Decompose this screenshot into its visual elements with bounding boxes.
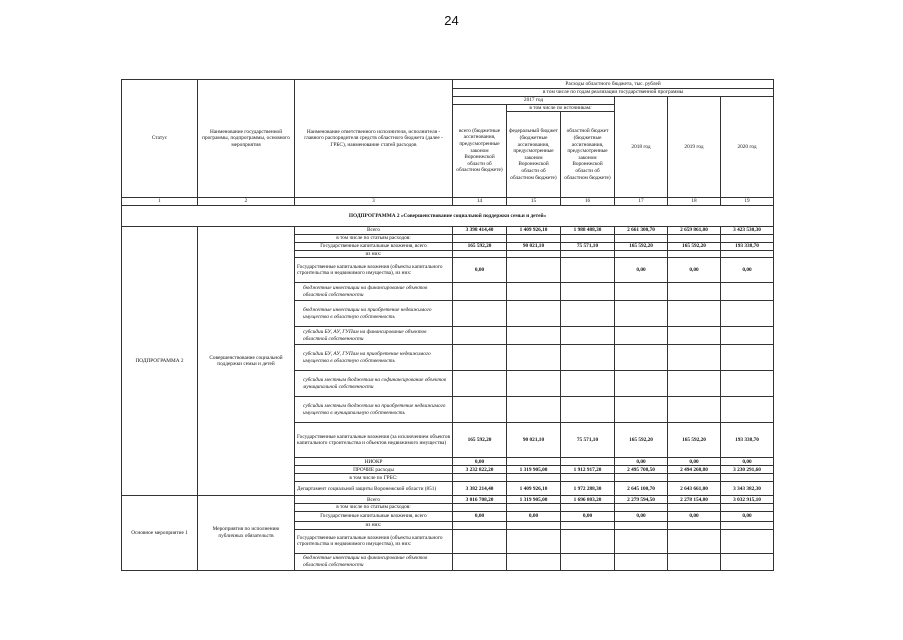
value-cell: 0,00 (615, 512, 668, 522)
value-cell (721, 371, 774, 397)
value-cell (615, 235, 668, 243)
value-cell (721, 529, 774, 553)
value-cell: 2 661 300,70 (615, 227, 668, 235)
header-by-years: в том числе по годам реализации государственной программы (453, 89, 774, 97)
value-cell (668, 301, 721, 327)
page-number: 24 (444, 13, 459, 28)
col-number: 18 (668, 198, 721, 206)
value-cell (507, 474, 561, 482)
row-label: Всего (295, 496, 453, 504)
value-cell (561, 371, 615, 397)
value-cell (507, 553, 561, 570)
value-cell: 193 338,70 (721, 242, 774, 250)
value-cell (561, 283, 615, 301)
value-cell (507, 327, 561, 345)
col-number: 16 (561, 198, 615, 206)
value-cell (615, 345, 668, 371)
value-cell: 0,00 (668, 258, 721, 283)
value-cell: 1 972 288,30 (561, 482, 615, 496)
value-cell: 0,00 (453, 258, 507, 283)
col-number: 15 (507, 198, 561, 206)
header-status: Статус (122, 80, 198, 198)
row-label: субсидии местным бюджетам на софинансирование объектов муниципальной собственности (295, 371, 453, 397)
value-cell (453, 327, 507, 345)
value-cell: 0,00 (668, 512, 721, 522)
value-cell (453, 474, 507, 482)
value-cell: 1 696 803,20 (561, 496, 615, 504)
value-cell (507, 371, 561, 397)
value-cell (453, 283, 507, 301)
value-cell: 2 659 861,00 (668, 227, 721, 235)
col-number: 14 (453, 198, 507, 206)
value-cell (507, 458, 561, 466)
value-cell (453, 250, 507, 258)
value-cell (668, 553, 721, 570)
value-cell: 3 398 414,40 (453, 227, 507, 235)
value-cell (453, 235, 507, 243)
value-cell: 0,00 (453, 512, 507, 522)
value-cell (615, 397, 668, 423)
value-cell (561, 345, 615, 371)
value-cell (453, 553, 507, 570)
value-cell (561, 235, 615, 243)
value-cell: 0,00 (615, 458, 668, 466)
value-cell: 1 319 905,00 (507, 496, 561, 504)
value-cell (507, 258, 561, 283)
row-label: Государственные капитальные вложения, всего (295, 242, 453, 250)
value-cell: 3 016 708,20 (453, 496, 507, 504)
subprogram-title: ПОДПРОГРАММА 2 «Совершенствование социальной поддержки семьи и детей» (122, 206, 774, 227)
value-cell: 0,00 (721, 458, 774, 466)
row-label: субсидии местным бюджетам на приобретение недвижимого имущества в муниципальную собственность (295, 397, 453, 423)
value-cell (507, 522, 561, 530)
value-cell (507, 235, 561, 243)
value-cell (721, 474, 774, 482)
value-cell (668, 345, 721, 371)
value-cell (507, 283, 561, 301)
header-program-name: Наименование государственной программы, подпрограммы, основного мероприятия (198, 80, 295, 198)
value-cell (615, 529, 668, 553)
value-cell (453, 301, 507, 327)
value-cell: 3 423 530,30 (721, 227, 774, 235)
value-cell: 90 021,10 (507, 242, 561, 250)
value-cell (615, 474, 668, 482)
value-cell: 75 571,10 (561, 423, 615, 458)
col-number: 17 (615, 198, 668, 206)
value-cell (668, 371, 721, 397)
value-cell (721, 235, 774, 243)
value-cell: 1 409 926,10 (507, 227, 561, 235)
header-year-2020: 2020 год (721, 97, 774, 198)
value-cell: 3 343 382,30 (721, 482, 774, 496)
value-cell: 2 645 100,70 (615, 482, 668, 496)
value-cell: 75 571,10 (561, 242, 615, 250)
value-cell (668, 235, 721, 243)
col-number: 2 (198, 198, 295, 206)
value-cell (615, 371, 668, 397)
row-label: Государственные капитальные вложения (объекты капитального строительства и недвижимого имущества), из них: (295, 529, 453, 553)
row-label: бюджетные инвестиции на приобретение недвижимого имущества в областную собственность (295, 301, 453, 327)
row-label: субсидии БУ, АУ, ГУПам на финансирование объектов областной собственности (295, 327, 453, 345)
value-cell: 3 230 291,60 (721, 466, 774, 474)
row-label: бюджетные инвестиции на финансирование объектов областной собственности (295, 283, 453, 301)
value-cell (668, 283, 721, 301)
value-cell (615, 301, 668, 327)
header-year-2017: 2017 год (453, 97, 615, 105)
value-cell (615, 504, 668, 512)
value-cell: 2 278 154,80 (668, 496, 721, 504)
col-number: 3 (295, 198, 453, 206)
value-cell (507, 504, 561, 512)
value-cell: 2 494 268,80 (668, 466, 721, 474)
value-cell (561, 258, 615, 283)
row-label: Всего (295, 227, 453, 235)
value-cell: 0,00 (453, 458, 507, 466)
value-cell (507, 397, 561, 423)
value-cell: 1 912 917,20 (561, 466, 615, 474)
value-cell: 0,00 (721, 258, 774, 283)
value-cell (615, 283, 668, 301)
value-cell (668, 327, 721, 345)
value-cell (561, 250, 615, 258)
header-federal: федеральный бюджет (бюджетные ассигнования, предусмотренные законом Воронежской области об областном бюджете) (507, 112, 561, 198)
value-cell (561, 397, 615, 423)
value-cell (668, 474, 721, 482)
header-year-2019: 2019 год (668, 97, 721, 198)
value-cell: 165 592,20 (668, 242, 721, 250)
value-cell (453, 529, 507, 553)
row-label: в том числе по статьям расходов: (295, 235, 453, 243)
row-label: Государственные капитальные вложения, всего (295, 512, 453, 522)
value-cell: 2 495 708,50 (615, 466, 668, 474)
table-row (122, 227, 774, 235)
col-number: 1 (122, 198, 198, 206)
header-total: всего (бюджетные ассигнования, предусмотренные законом Воронежской области об областном бюджете) (453, 104, 507, 198)
value-cell (561, 504, 615, 512)
value-cell: 0,00 (668, 458, 721, 466)
header-by-sources: в том числе по источникам: (507, 104, 615, 112)
value-cell: 90 021,10 (507, 423, 561, 458)
value-cell (561, 522, 615, 530)
row-program-name: Мероприятия по исполнению публичных обязательств (198, 496, 295, 570)
value-cell (561, 553, 615, 570)
row-label: Департамент социальной защиты Воронежской области (851) (295, 482, 453, 496)
value-cell (668, 504, 721, 512)
value-cell (561, 529, 615, 553)
budget-table (121, 79, 774, 571)
row-label: из них: (295, 522, 453, 530)
value-cell: 1 409 926,10 (507, 482, 561, 496)
value-cell (453, 345, 507, 371)
value-cell: 3 232 822,20 (453, 466, 507, 474)
value-cell (561, 301, 615, 327)
value-cell: 165 592,20 (615, 242, 668, 250)
value-cell (668, 522, 721, 530)
value-cell (507, 250, 561, 258)
value-cell (721, 504, 774, 512)
row-label: Государственные капитальные вложения (за исключением объектов капитального строительства и объектов недвижимого имущества) (295, 423, 453, 458)
value-cell: 165 592,20 (668, 423, 721, 458)
value-cell (721, 522, 774, 530)
row-label: бюджетные инвестиции на финансирование объектов областной собственности (295, 553, 453, 570)
value-cell (615, 327, 668, 345)
value-cell (561, 474, 615, 482)
value-cell (721, 345, 774, 371)
row-label: в том числе по статьям расходов: (295, 504, 453, 512)
value-cell (561, 327, 615, 345)
value-cell: 0,00 (721, 512, 774, 522)
value-cell: 2 643 661,00 (668, 482, 721, 496)
value-cell (668, 250, 721, 258)
row-label: Государственные капитальные вложения (объекты капитального строительства и недвижимого имущества), из них: (295, 258, 453, 283)
value-cell: 165 592,20 (453, 423, 507, 458)
header-year-2018: 2018 год (615, 97, 668, 198)
value-cell: 2 279 594,50 (615, 496, 668, 504)
header-executor: Наименование ответственного исполнителя, исполнителя - главного распорядителя средств областного бюджета (далее - ГРБС), наименование статей расходов (295, 80, 453, 198)
value-cell (615, 553, 668, 570)
column-numbers-row (122, 198, 774, 206)
row-label: ПРОЧИЕ расходы (295, 466, 453, 474)
row-label: субсидии БУ, АУ, ГУПам на приобретение недвижимого имущества в областную собственность (295, 345, 453, 371)
header-expenses: Расходы областного бюджета, тыс. рублей (453, 80, 774, 89)
row-status: Основное мероприятие 1 (122, 496, 198, 570)
value-cell (453, 371, 507, 397)
value-cell (453, 504, 507, 512)
value-cell (507, 301, 561, 327)
row-label: в том числе по ГРБС: (295, 474, 453, 482)
value-cell (721, 250, 774, 258)
value-cell: 0,00 (507, 512, 561, 522)
value-cell (721, 553, 774, 570)
value-cell (507, 345, 561, 371)
value-cell: 3 032 915,10 (721, 496, 774, 504)
value-cell (668, 397, 721, 423)
value-cell: 165 592,20 (615, 423, 668, 458)
value-cell: 193 338,70 (721, 423, 774, 458)
row-label: НИОКР (295, 458, 453, 466)
table-row (122, 496, 774, 504)
value-cell: 1 988 488,30 (561, 227, 615, 235)
value-cell (453, 397, 507, 423)
value-cell (453, 522, 507, 530)
value-cell (721, 301, 774, 327)
value-cell (721, 283, 774, 301)
value-cell: 0,00 (615, 258, 668, 283)
row-label: из них: (295, 250, 453, 258)
value-cell (721, 327, 774, 345)
col-number: 19 (721, 198, 774, 206)
value-cell (721, 397, 774, 423)
value-cell (507, 529, 561, 553)
value-cell: 3 382 214,40 (453, 482, 507, 496)
row-status: ПОДПРОГРАММА 2 (122, 227, 198, 496)
value-cell: 165 592,20 (453, 242, 507, 250)
value-cell (561, 458, 615, 466)
value-cell: 1 319 905,00 (507, 466, 561, 474)
value-cell (615, 522, 668, 530)
row-program-name: Совершенствование социальной поддержки семьи и детей (198, 227, 295, 496)
value-cell (615, 250, 668, 258)
value-cell (668, 529, 721, 553)
value-cell: 0,00 (561, 512, 615, 522)
header-regional: областной бюджет (бюджетные ассигнования, предусмотренные законом Воронежской области об областном бюджете) (561, 112, 615, 198)
